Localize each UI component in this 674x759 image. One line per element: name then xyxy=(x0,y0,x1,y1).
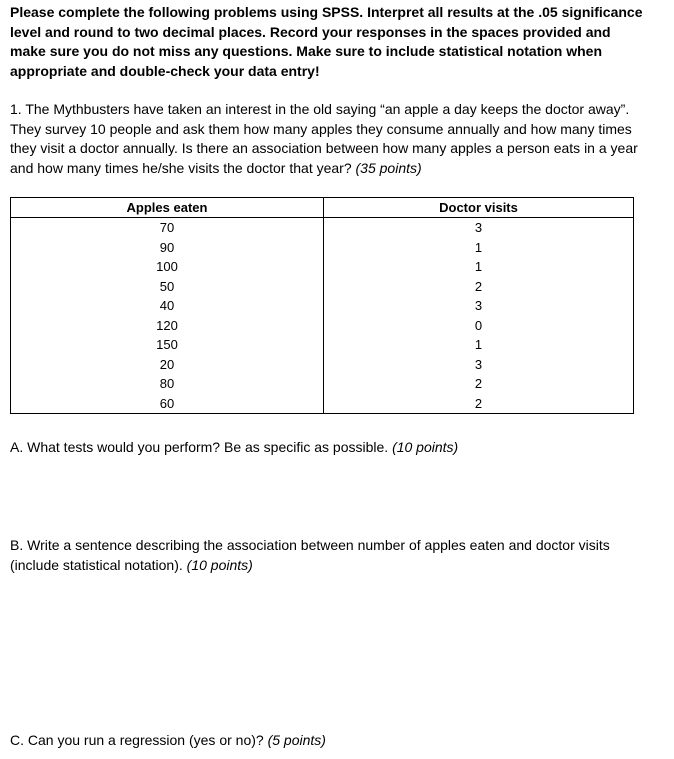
table-row xyxy=(11,296,634,316)
table-row xyxy=(11,394,634,414)
question-1-points: (35 points) xyxy=(355,159,422,176)
question-c xyxy=(10,731,650,751)
cell-visits: 2 xyxy=(324,277,634,297)
table-row xyxy=(11,335,634,355)
cell-apples: 80 xyxy=(11,374,324,394)
cell-visits: 0 xyxy=(324,316,634,336)
question-c-text: C. Can you run a regression (yes or no)? xyxy=(10,732,264,748)
question-c-points: (5 points) xyxy=(267,732,326,748)
table-row xyxy=(11,316,634,336)
instructions-paragraph: Please complete the following problems using SPSS. Interpret all results at the .05 significance level and round to two decimal places. Record your responses in the spaces provided and make sure you do not miss any questions. Make sure to include statistical notation when appropriate and double-check your data entry! xyxy=(10,4,643,79)
table-row xyxy=(11,238,634,258)
cell-visits: 2 xyxy=(324,394,634,414)
cell-visits: 3 xyxy=(324,218,634,238)
cell-apples: 120 xyxy=(11,316,324,336)
header-doctor-visits: Doctor visits xyxy=(324,198,634,218)
cell-visits: 3 xyxy=(324,355,634,375)
cell-visits: 1 xyxy=(324,238,634,258)
table-header-row xyxy=(11,198,634,218)
table-row xyxy=(11,257,634,277)
question-1-text: 1. The Mythbusters have taken an interest in the old saying “an apple a day keeps the doctor away”. They survey 10 people and ask them how many apples they consume annually and how many times they visit a doctor annually. Is there an association between how many apples a person eats in a year and how many times he/she visits the doctor that year? xyxy=(10,101,638,176)
question-a xyxy=(10,438,650,458)
question-1 xyxy=(10,100,650,178)
header-apples-eaten: Apples eaten xyxy=(11,198,324,218)
cell-apples: 60 xyxy=(11,394,324,414)
question-b-points: (10 points) xyxy=(186,556,253,573)
table-row xyxy=(11,355,634,375)
cell-visits: 1 xyxy=(324,257,634,277)
table-row xyxy=(11,218,634,238)
cell-apples: 40 xyxy=(11,296,324,316)
cell-apples: 100 xyxy=(11,257,324,277)
question-a-text: A. What tests would you perform? Be as specific as possible. xyxy=(10,439,389,455)
data-table xyxy=(10,197,634,414)
table-row xyxy=(11,277,634,297)
question-b xyxy=(10,536,650,575)
question-a-points: (10 points) xyxy=(392,439,459,455)
cell-apples: 150 xyxy=(11,335,324,355)
cell-apples: 20 xyxy=(11,355,324,375)
cell-visits: 3 xyxy=(324,296,634,316)
table-row xyxy=(11,374,634,394)
cell-apples: 70 xyxy=(11,218,324,238)
question-b-text: B. Write a sentence describing the association between number of apples eaten and doctor visits (include statistical notation). xyxy=(10,537,610,573)
cell-visits: 1 xyxy=(324,335,634,355)
cell-visits: 2 xyxy=(324,374,634,394)
cell-apples: 90 xyxy=(11,238,324,258)
cell-apples: 50 xyxy=(11,277,324,297)
